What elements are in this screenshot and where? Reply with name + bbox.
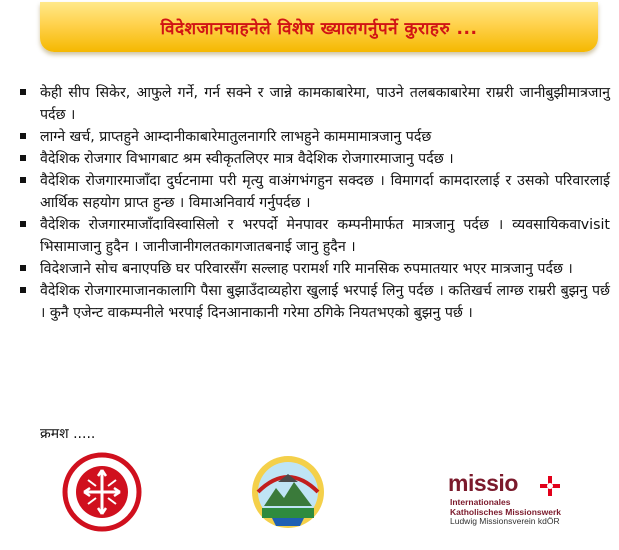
banner-title: विदेशजानचाहनेले विशेष ख्यालगर्नुपर्ने कुराहरु ... [160, 18, 478, 39]
title-banner [40, 2, 598, 52]
list-item [20, 280, 610, 324]
list-item [20, 258, 610, 280]
missio-line-3: Ludwig Missionsverein kdÖR [450, 516, 560, 526]
list-item [20, 148, 610, 170]
list-item [20, 82, 610, 126]
municipality-emblem [248, 452, 328, 532]
list-item-text: वैदेशिक रोजगारमाजाँदाविस्वासिलो र भरपर्दो मेनपावर कम्पनीमार्फत मात्रजानु पर्दछ । व्यवसायिकवाvisit भिसामाजानु हुदैन । जानीजानीगलतकागजातबनाई जानु हुदैन । [40, 217, 610, 255]
continued-text: क्रमश ..... [40, 426, 96, 442]
list-item-text: वैदेशिक रोजगारमाजाँदा दुर्घटनामा परी मृत्यु वाअंगभंगहुन सक्दछ । विमागर्दा कामदारलाई र उसको परिवारलाई आर्थिक सहयोग प्राप्त हुन्छ । विमाअनिवार्य गर्नुपर्दछ । [40, 173, 610, 211]
list-item-text: वैदेशिक रोजगार विभागबाट श्रम स्वीकृतलिएर मात्र वैदेशिक रोजगारमाजानु पर्दछ । [40, 151, 454, 167]
list-item-text: लाग्ने खर्च, प्राप्तहुने आम्दानीकाबारेमातुलनागरि लाभहुने काममामात्रजानु पर्दछ [40, 129, 432, 145]
missio-cross-icon [538, 474, 562, 498]
missio-logo [448, 470, 598, 530]
list-item-text: वैदेशिक रोजगारमाजानकालागि पैसा बुझाउँदाव्यहोरा खुलाई भरपाई लिनु पर्दछ । कतिखर्च लाग्छ राम्ररी बुझनु पर्छ । कुनै एजेन्ट वाकम्पनीले भरपाई दिनआनाकानी गरेमा ठगिके नियतभएको बुझनु पर्छ । [40, 283, 610, 321]
caritas-nepal-logo [62, 452, 142, 532]
missio-line-1: Internationales [450, 497, 511, 507]
missio-line-2: Katholisches Missionswerk [450, 506, 562, 517]
list-item [20, 170, 610, 214]
municipality-emblem-icon [248, 452, 328, 532]
caritas-logo-icon [62, 452, 142, 532]
missio-wordmark: missio [448, 470, 518, 496]
list-item [20, 126, 610, 148]
advice-list [20, 82, 610, 324]
list-item [20, 214, 610, 258]
list-item-text: विदेशजाने सोच बनाएपछि घर परिवारसँग सल्लाह परामर्श गरि मानसिक रुपमातयार भएर मात्रजानु पर्दछ । [40, 261, 573, 277]
list-item-text: केही सीप सिकेर, आफुले गर्ने, गर्न सक्ने र जान्ने कामकाबारेमा, पाउने तलबकाबारेमा राम्ररी जानीबुझीमात्रजानु पर्दछ । [40, 85, 610, 123]
missio-subtitle [450, 498, 561, 527]
